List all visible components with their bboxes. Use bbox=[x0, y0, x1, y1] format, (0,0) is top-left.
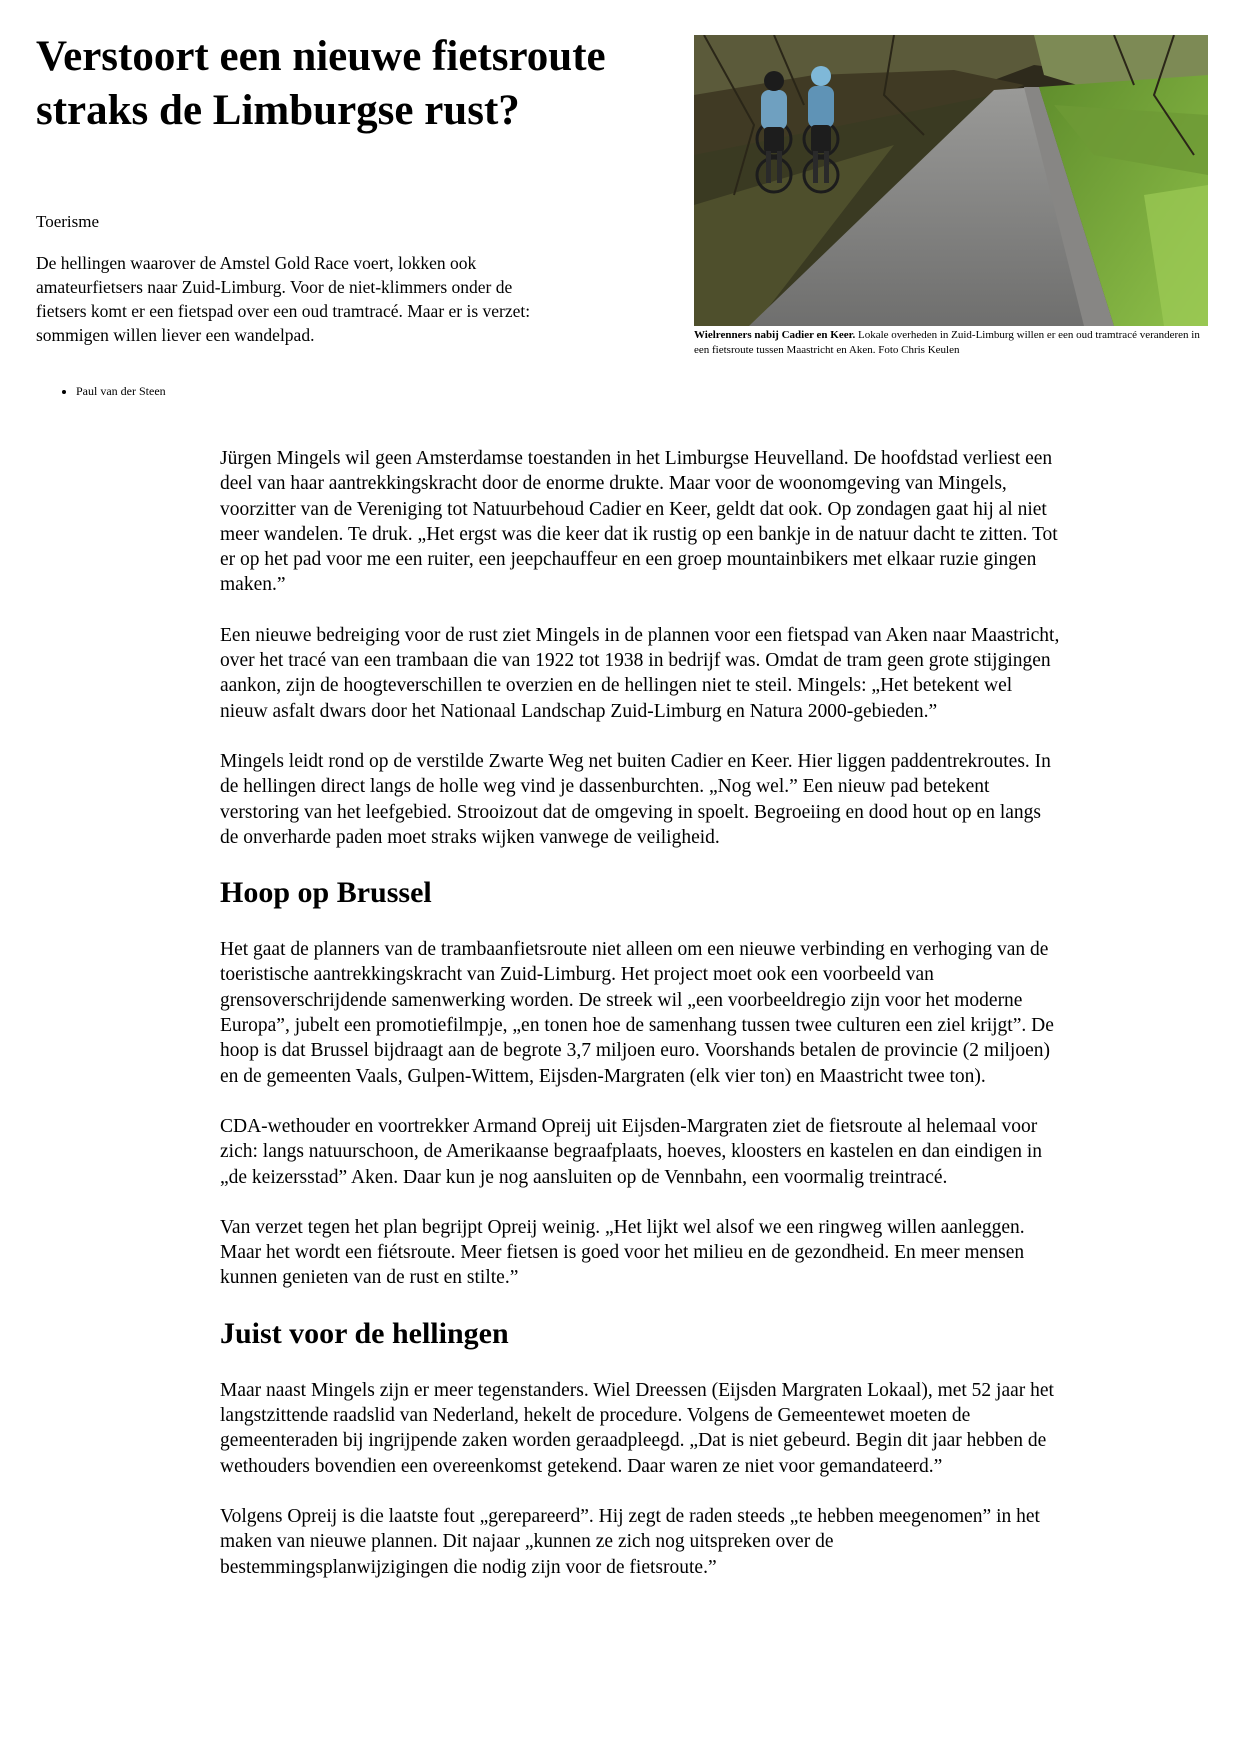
article-paragraph: Volgens Opreij is die laatste fout „gerepareerd”. Hij zegt de raden steeds „te hebben meegenomen” in het maken van nieuwe plannen. Dit najaar „kunnen ze zich nog uitspreken over de bestemmingsplanwijzigingen die nodig zijn voor de fietsroute.” bbox=[220, 1505, 1040, 1578]
byline-list bbox=[56, 384, 166, 399]
article-paragraph: Maar naast Mingels zijn er meer tegenstanders. Wiel Dreessen (Eijsden Margraten Lokaal), met 52 jaar het langstzittende raadslid van Nederland, hekelt de procedure. Volgens de Gemeentewet moeten de gemeenteraden bij ingrijpende zaken worden geraadpleegd. „Dat is niet gebeurd. Begin dit jaar hebben de wethouders bovendien een overeenkomst getekend. Daar waren ze niet voor gemandateerd.” bbox=[220, 1379, 1054, 1477]
article-paragraph: Het gaat de planners van de trambaanfietsroute niet alleen om een nieuwe verbinding en verhoging van de toeristische aantrekkingskracht van Zuid-Limburg. Het project moet ook een voorbeeld van grensoverschrijdende samenwerking worden. De streek wil „een voorbeeldregio zijn voor het moderne Europa”, jubelt een promotiefilmpje, „en tonen hoe de samenhang tussen twee culturen een ziel krijgt”. De hoop is dat Brussel bijdraagt aan de begrote 3,7 miljoen euro. Voorshands betalen de provincie (2 miljoen) en de gemeenten Vaals, Gulpen-Wittem, Eijsden-Margraten (elk vier ton) en Maastricht twee ton). bbox=[220, 939, 1054, 1087]
author-name: • Paul van der Steen bbox=[76, 384, 166, 399]
article-category: Toerisme bbox=[36, 212, 100, 231]
photo-caption-lead: Wielrenners nabij Cadier en Keer. bbox=[694, 329, 856, 341]
photo-caption bbox=[694, 328, 1208, 358]
article-paragraph: Van verzet tegen het plan begrijpt Opreij weinig. „Het lijkt wel alsof we een ringweg willen aanleggen. Maar het wordt een fiétsroute. Meer fietsen is goed voor het milieu en de gezondheid. En meer mensen kunnen genieten van de rust en stilte.” bbox=[220, 1216, 1025, 1289]
article-headline: Verstoort een nieuwe fietsroute straks de Limburgse rust? bbox=[36, 33, 606, 134]
photo-caption-text: Lokale overheden in Zuid-Limburg willen er een oud tramtracé veranderen in een fietsroute tussen Maastricht en Aken. Foto Chris Keulen bbox=[694, 329, 1200, 356]
section-heading: Juist voor de hellingen bbox=[220, 1316, 509, 1350]
article-lede: De hellingen waarover de Amstel Gold Race voert, lokken ook amateurfietsers naar Zuid-Limburg. Voor de niet-klimmers onder de fietsers komt er een fietspad over een oud tramtracé. Maar er is verzet: sommigen willen liever een wandelpad. bbox=[36, 253, 531, 345]
article-body bbox=[220, 446, 1060, 1605]
article-paragraph: CDA-wethouder en voortrekker Armand Opreij uit Eijsden-Margraten ziet de fietsroute al helemaal voor zich: langs natuurschoon, de Amerikaanse begraafplaats, hoeves, kloosters en kastelen en dan eindigen in „de keizersstad” Aken. Daar kun je nog aansluiten op de Vennbahn, een voormalig treintracé. bbox=[220, 1115, 1042, 1188]
cyclists-photo bbox=[694, 35, 1208, 326]
article-paragraph: Jürgen Mingels wil geen Amsterdamse toestanden in het Limburgse Heuvelland. De hoofdstad verliest een deel van haar aantrekkingskracht door de enorme drukte. Maar voor de woonomgeving van Mingels, voorzitter van de Vereniging tot Natuurbehoud Cadier en Keer, geldt dat ook. Op zondagen gaat hij al niet meer wandelen. Te druk. „Het ergst was die keer dat ik rustig op een bankje in de natuur dacht te zitten. Tot er op het pad voor me een ruiter, een jeepchauffeur en een groep mountainbikers met elkaar ruzie gingen maken.” bbox=[220, 448, 1058, 596]
section-heading: Hoop op Brussel bbox=[220, 876, 432, 910]
article-paragraph: Een nieuwe bedreiging voor de rust ziet Mingels in de plannen voor een fietspad van Aken naar Maastricht, over het tracé van een trambaan die van 1922 tot 1938 in bedrijf was. Omdat de tram geen grote stijgingen aankon, zijn de hoogteverschillen te overzien en de hellingen niet te steil. Mingels: „Het betekent wel nieuw asfalt dwars door het Nationaal Landschap Zuid-Limburg en Natura 2000-gebieden.” bbox=[220, 624, 1060, 722]
article-paragraph: Mingels leidt rond op de verstilde Zwarte Weg net buiten Cadier en Keer. Hier liggen paddentrekroutes. In de hellingen direct langs de holle weg vind je dassenburchten. „Nog wel.” Een nieuw pad betekent verstoring van het leefgebied. Strooizout dat de omgeving in spoelt. Begroeiing en dood hout op en langs de onverharde paden moet straks wijken vanwege de veiligheid. bbox=[220, 750, 1051, 848]
